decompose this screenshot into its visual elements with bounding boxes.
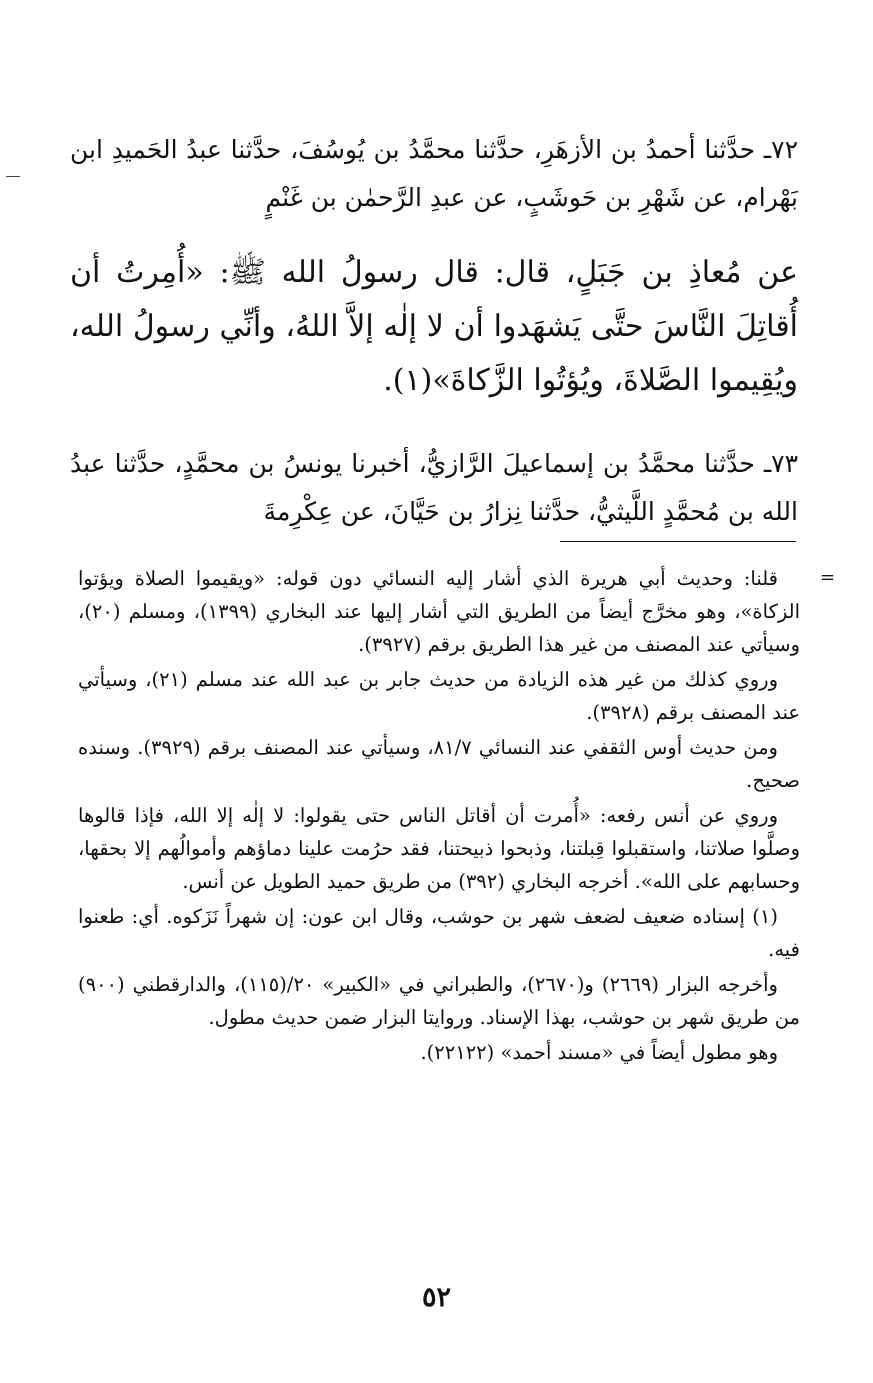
footnote-continuation-mark: = [820,567,836,588]
footnote-paragraph: قلنا: وحديث أبي هريرة الذي أشار إليه النسائي دون قوله: «ويقيموا الصلاة ويؤتوا الزكاة»، وهو مخرَّج أيضاً من الطريق التي أشار إليها عند البخاري (١٣٩٩)، ومسلم (٢٠)، وسيأتي عند المصنف من غير هذا الطريق برقم (٣٩٢٧). [78,567,800,656]
footnote-1: (١) إسناده ضعيف لضعف شهر بن حوشب، وقال ابن عون: إن شهراً نَزَكوه. أي: طعنوا فيه. [78,905,800,961]
footnote-divider [560,541,796,542]
footnote-paragraph: ومن حديث أوس الثقفي عند النسائي ٧/‏٨١، وسيأتي عند المصنف برقم (٣٩٢٩). وسنده صحيح. [78,736,800,792]
hadith-72-matn-text: عن مُعاذِ بن جَبَلٍ، قال: قال رسولُ الله ﷺ: «أُمِرتُ أن أُقاتِلَ النَّاسَ حتَّى يَشهَدوا أن لا إلٰه إلاَّ اللهُ، وأنِّي رسولُ الله، ويُقِيموا الصَّلاةَ، ويُؤتُوا الزَّكاةَ»(١). [70,255,798,398]
footnote-paragraph: وهو مطول أيضاً في «مسند أحمد» (٢٢١٢٢). [420,1041,778,1064]
footnote-paragraph: وروي عن أنس رفعه: «أُمرت أن أقاتل الناس حتى يقولوا: لا إلٰه إلا الله، فإذا قالوها وصلَّوا صلاتنا، واستقبلوا قِبلتنا، وذبحوا ذبيحتنا، فقد حرُمت علينا دماؤهم وأموالُهم إلا بحقها، وحسابهم على الله». أخرجه البخاري (٣٩٢) من طريق حميد الطويل عن أنس. [78,804,800,893]
margin-dash [6,176,20,177]
hadith-72-isnad [70,126,798,222]
footnote-paragraph: وروي كذلك من غير هذه الزيادة من حديث جابر بن عبد الله عند مسلم (٢١)، وسيأتي عند المصنف برقم (٣٩٢٨). [78,668,800,724]
hadith-73-isnad [70,440,798,536]
page-number: ٥٢ [421,1282,451,1313]
hadith-72-text: ٧٢ـ حدَّثنا أحمدُ بن الأزهَرِ، حدَّثنا محمَّدُ بن يُوسُفَ، حدَّثنا عبدُ الحَميدِ ابن بَهْرام، عن شَهْرِ بن حَوشَبٍ، عن عبدِ الرَّحمٰن بن غَنْمٍ [70,135,798,212]
hadith-73-text: ٧٣ـ حدَّثنا محمَّدُ بن إسماعيلَ الرَّازيُّ، أخبرنا يونسُ بن محمَّدٍ، حدَّثنا عبدُ الله بن مُحمَّدٍ اللَّيثيُّ، حدَّثنا نِزارُ بن حَيَّانَ، عن عِكْرِمةَ [70,449,798,526]
footnote-paragraph: وأخرجه البزار (٢٦٦٩) و(٢٦٧٠)، والطبراني في «الكبير» ٢٠/‏(١١٥)، والدارقطني (٩٠٠) من طريق شهر بن حوشب، بهذا الإسناد. وروايتا البزار ضمن حديث مطول. [78,973,800,1029]
hadith-72-matn [70,246,798,408]
footnotes [78,562,800,1071]
